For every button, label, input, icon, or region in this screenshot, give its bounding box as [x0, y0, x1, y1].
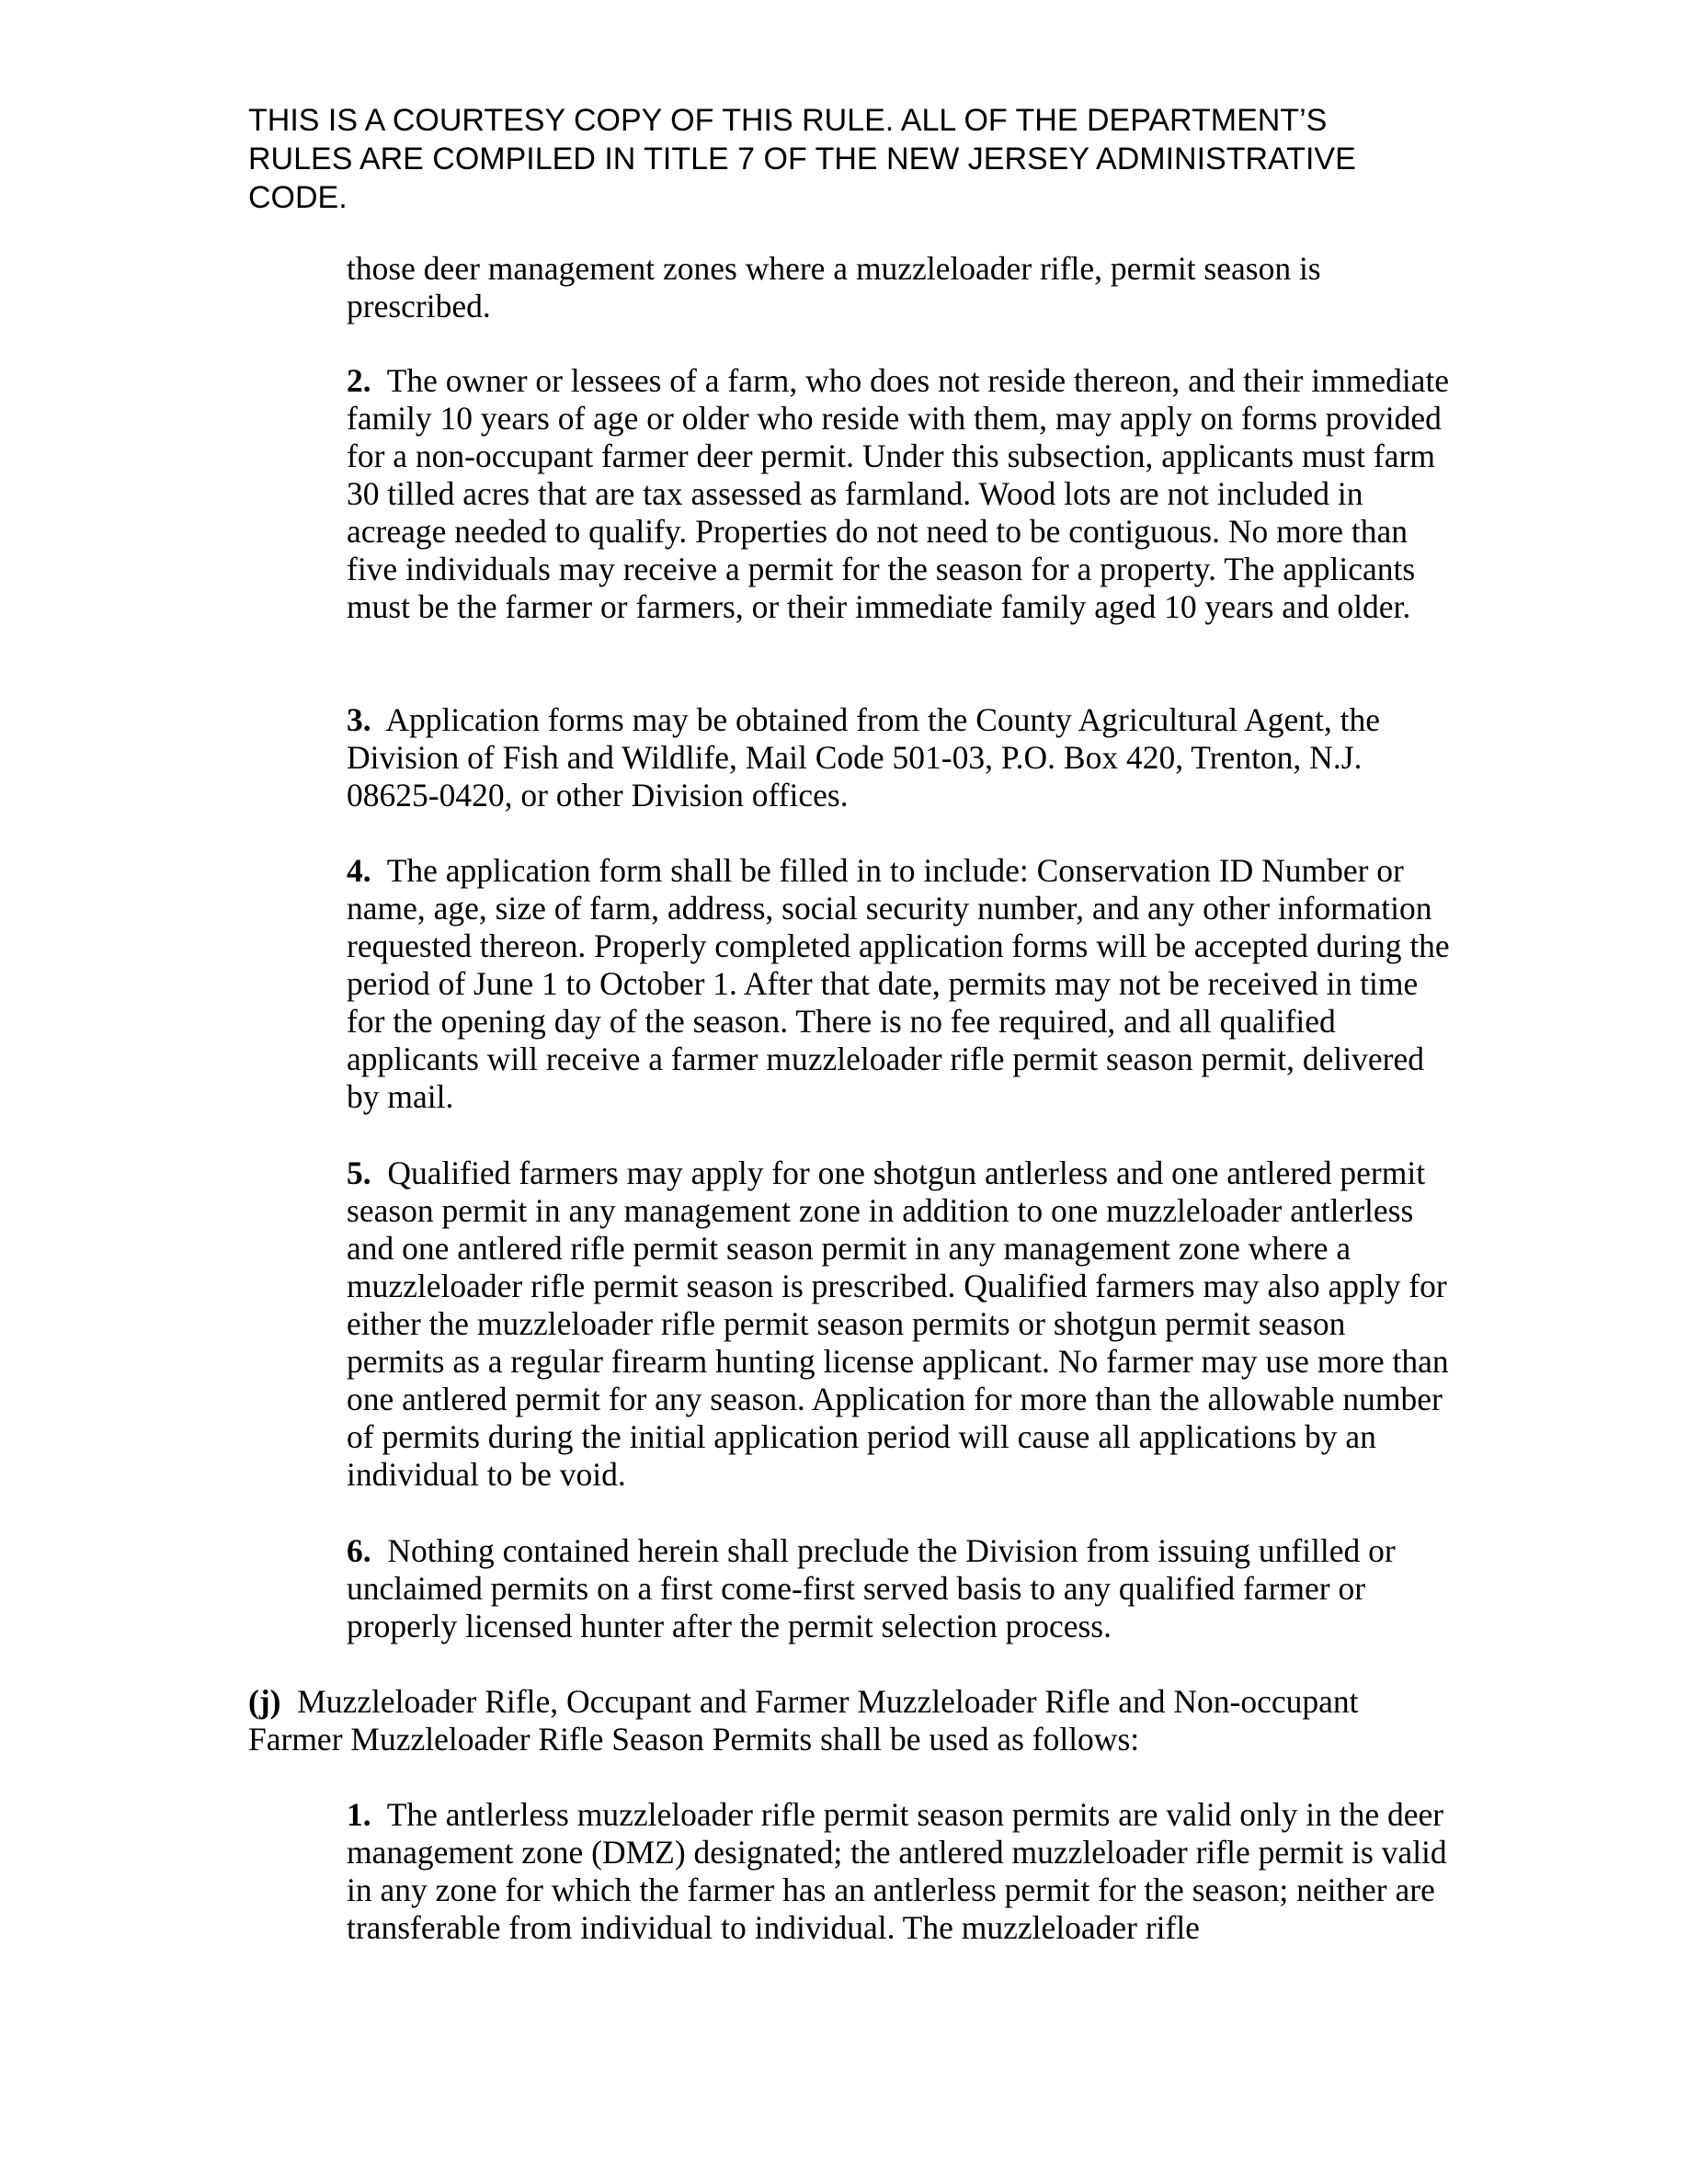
item-4-paragraph	[347, 852, 1450, 1116]
continuation-paragraph: those deer management zones where a muzzleloader rifle, permit season is prescribed.	[347, 250, 1321, 324]
header-line-3: CODE.	[248, 180, 348, 215]
item-3-number: 3.	[347, 701, 371, 738]
subsection-j-item-1-number: 1.	[347, 1796, 371, 1833]
item-4-number: 4.	[347, 852, 371, 889]
item-6-text: Nothing contained herein shall preclude the Division from issuing unfilled or unclaimed permits on a first come-first served basis to any qualified farmer or properly licensed hunter after the permit selection process.	[347, 1532, 1396, 1644]
item-4-text: The application form shall be filled in to include: Conservation ID Number or name, age, size of farm, address, social security number, and any other information requested thereon. Properly completed application forms will be accepted during the period of June 1 to October 1. After that date, permits may not be received in time for the opening day of the season. There is no fee required, and all qualified applicants will receive a farmer muzzleloader rifle permit season permit, delivered by mail.	[347, 852, 1450, 1115]
item-5-number: 5.	[347, 1155, 371, 1191]
item-2-number: 2.	[347, 362, 371, 399]
item-5-text: Qualified farmers may apply for one shotgun antlerless and one antlered permit season permit in any management zone in addition to one muzzleloader antlerless and one antlered rifle permit season permit in any management zone where a muzzleloader rifle permit season is prescribed. Qualified farmers may also apply for either the muzzleloader rifle permit season permits or shotgun permit season permits as a regular firearm hunting license applicant. No farmer may use more than one antlered permit for any season. Application for more than the allowable number of permits during the initial application period will cause all applications by an individual to be void.	[347, 1155, 1449, 1493]
subsection-j-text: Muzzleloader Rifle, Occupant and Farmer Muzzleloader Rifle and Non-occupant Farmer Muzzleloader Rifle Season Permits shall be used as follows:	[248, 1683, 1359, 1757]
item-2-paragraph	[347, 362, 1450, 626]
item-5-paragraph	[347, 1155, 1450, 1494]
item-2-text: The owner or lessees of a farm, who does not reside thereon, and their immediate family 10 years of age or older who reside with them, may apply on forms provided for a non-occupant farmer deer permit. Under this subsection, applicants must farm 30 tilled acres that are tax assessed as farmland. Wood lots are not included in acreage needed to qualify. Properties do not need to be contiguous. No more than five individuals may receive a permit for the season for a property. The applicants must be the farmer or farmers, or their immediate family aged 10 years and older.	[347, 362, 1450, 625]
subsection-j-item-1-paragraph	[347, 1796, 1450, 1947]
item-3-text: Application forms may be obtained from the County Agricultural Agent, the Division of Fish and Wildlife, Mail Code 501-03, P.O. Box 420, Trenton, N.J. 08625-0420, or other Division offices.	[347, 701, 1380, 813]
subsection-j-item-1-text: The antlerless muzzleloader rifle permit season permits are valid only in the deer management zone (DMZ) designated; the antlered muzzleloader rifle permit is valid in any zone for which the farmer has an antlerless permit for the season; neither are transferable from individual to individual. The muzzleloader rifle	[347, 1796, 1447, 1946]
item-6-number: 6.	[347, 1532, 371, 1569]
header-line-2: RULES ARE COMPILED IN TITLE 7 OF THE NEW JERSEY ADMINISTRATIVE	[248, 142, 1356, 176]
subsection-j-label: (j)	[248, 1683, 281, 1720]
courtesy-copy-header	[248, 101, 1480, 217]
header-line-1: THIS IS A COURTESY COPY OF THIS RULE. ALL OF THE DEPARTMENT’S	[248, 103, 1328, 138]
item-3-paragraph	[347, 701, 1450, 814]
subsection-j-paragraph	[248, 1683, 1453, 1758]
item-6-paragraph	[347, 1532, 1450, 1645]
